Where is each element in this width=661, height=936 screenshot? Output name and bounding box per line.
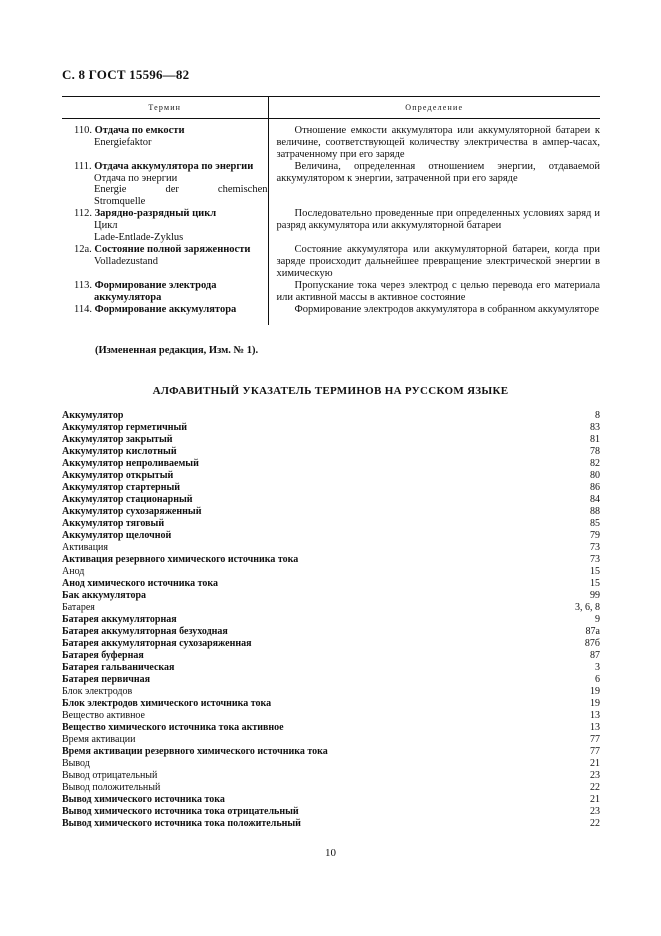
index-ref: 19 [590,686,600,697]
index-entry [62,782,600,794]
index-ref: 3 [595,662,600,673]
column-header-term: Термин [62,97,268,119]
term-name: Формирование аккумулятора [94,303,237,315]
term-cell [62,304,268,326]
term-number: 110. [74,124,92,136]
index-ref: 22 [590,818,600,829]
index-entry [62,686,600,698]
index-entry [62,410,600,422]
index-term: Вывод отрицательный [62,770,158,781]
index-ref: 99 [590,590,600,601]
term-number: 114. [74,303,92,315]
term-name: Состояние полной заряженности [94,243,251,255]
index-ref: 84 [590,494,600,505]
index-entry [62,458,600,470]
index-term: Бак аккумулятора [62,590,147,601]
index-ref: 82 [590,458,600,469]
table-row [62,118,600,160]
index-ref: 81 [590,434,600,445]
terms-table [62,96,600,325]
index-term: Аккумулятор стационарный [62,494,193,505]
index-ref: 19 [590,698,600,709]
index-ref: 73 [590,554,600,565]
term-synonym: Отдача по энергии [94,172,178,184]
index-ref: 87 [590,650,600,661]
index-term: Аккумулятор закрытый [62,434,173,445]
index-term: Вывод химического источника тока положительный [62,818,301,829]
term-name: Отдача по емкости [94,124,185,136]
index-term: Аккумулятор непроливаемый [62,458,199,469]
index-term: Батарея аккумуляторная [62,614,177,625]
index-entry [62,542,600,554]
index-term: Вывод положительный [62,782,161,793]
term-number: 113. [74,279,92,291]
index-term: Батарея первичная [62,674,151,685]
table-row [62,304,600,326]
index-term: Аккумулятор [62,410,124,421]
definition-cell: Последовательно проведенные при определенных условиях заряд и разряд аккумулятора или аккумуляторной батареи [268,208,600,244]
index-entry [62,638,600,650]
table-row [62,208,600,244]
index-ref: 78 [590,446,600,457]
index-ref: 23 [590,770,600,781]
term-cell [62,208,268,244]
term-synonym: Stromquelle [94,196,146,208]
index-term: Анод химического источника тока [62,578,219,589]
table-row [62,280,600,304]
index-ref: 85 [590,518,600,529]
index-ref: 73 [590,542,600,553]
index-term: Батарея аккумуляторная безуходная [62,626,228,637]
index-ref: 23 [590,806,600,817]
edition-note: (Измененная редакция, Изм. № 1). [95,345,259,356]
term-synonym: Energiefaktor [94,136,152,148]
definition-cell: Величина, определенная отношением энергии, отдаваемой аккумулятором к энергии, затраченной при его заряде [268,161,600,209]
index-term: Аккумулятор тяговый [62,518,165,529]
index-term: Аккумулятор открытый [62,470,174,481]
page-header: С. 8 ГОСТ 15596—82 [62,67,190,82]
index-term: Аккумулятор герметичный [62,422,188,433]
index-term: Аккумулятор сухозаряженный [62,506,202,517]
index-term: Батарея буферная [62,650,144,661]
term-synonym: Volladezustand [94,255,158,267]
index-entry [62,566,600,578]
index-ref: 77 [590,746,600,757]
definition-cell: Пропускание тока через электрод с целью перевода его материала или активной массы в активное состояние [268,280,600,304]
index-ref: 8 [595,410,600,421]
index-term: Блок электродов [62,686,133,697]
term-cell [62,244,268,280]
index-ref: 87а [585,626,600,637]
index-entry [62,518,600,530]
term-name: Отдача аккумулятора по энергии [94,160,254,172]
index-entry [62,590,600,602]
term-cell [62,161,268,209]
index-ref: 77 [590,734,600,745]
term-cell [62,118,268,160]
term-synonym: Lade-Entlade-Zyklus [94,232,184,244]
page-number: 10 [325,847,336,859]
term-synonym: Energie der chemischen [94,184,268,196]
column-header-definition: Определение [268,97,600,119]
index-entry [62,734,600,746]
definition-cell: Формирование электродов аккумулятора в собранном аккумуляторе [268,304,600,326]
index-ref: 88 [590,506,600,517]
index-entry [62,770,600,782]
index-term: Время активации резервного химического источника тока [62,746,328,757]
index-ref: 83 [590,422,600,433]
index-ref: 6 [595,674,600,685]
table-row [62,244,600,280]
index-entry [62,602,600,614]
index-entry [62,626,600,638]
index-term: Время активации [62,734,136,745]
index-entry [62,578,600,590]
index-ref: 3, 6, 8 [575,602,600,613]
index-entry [62,446,600,458]
index-ref: 13 [590,710,600,721]
index-entry [62,482,600,494]
index-entry [62,494,600,506]
index-ref: 9 [595,614,600,625]
index-entry [62,422,600,434]
index-term: Активация [62,542,109,553]
index-entry [62,470,600,482]
definition-cell: Состояние аккумулятора или аккумуляторной батареи, когда при заряде происходит дальнейшее превращение электрической энергии в химическую [268,244,600,280]
index-term: Аккумулятор кислотный [62,446,177,457]
index-term: Вещество химического источника тока активное [62,722,284,733]
table-header-row [62,97,600,119]
term-name: Зарядно-разрядный цикл [94,208,217,220]
index-entry [62,614,600,626]
index-entry [62,758,600,770]
index-ref: 15 [590,578,600,589]
index-ref: 21 [590,758,600,769]
index-term: Батарея гальваническая [62,662,175,673]
index-entry [62,434,600,446]
index-entry [62,662,600,674]
index-ref: 86 [590,482,600,493]
index-term: Анод [62,566,85,577]
term-synonym: Цикл [94,220,118,232]
index-list [62,410,600,830]
index-entry [62,554,600,566]
term-cell [62,280,268,304]
definition-cell: Отношение емкости аккумулятора или аккумуляторной батареи к величине, соответствующей количеству электричества в ампер-часах, затраченному при его заряде [268,118,600,160]
index-term: Батарея [62,602,95,613]
index-entry [62,794,600,806]
term-number: 12а. [74,243,92,255]
index-entry [62,722,600,734]
term-name: Формирование электрода аккумулятора [94,279,217,303]
index-term: Блок электродов химического источника тока [62,698,272,709]
index-term: Активация резервного химического источника тока [62,554,299,565]
index-entry [62,650,600,662]
index-heading: АЛФАВИТНЫЙ УКАЗАТЕЛЬ ТЕРМИНОВ НА РУССКОМ ЯЗЫКЕ [152,385,509,397]
index-term: Аккумулятор щелочной [62,530,172,541]
index-entry [62,746,600,758]
index-ref: 79 [590,530,600,541]
index-ref: 13 [590,722,600,733]
index-entry [62,530,600,542]
index-entry [62,506,600,518]
index-ref: 15 [590,566,600,577]
index-term: Вещество активное [62,710,145,721]
index-ref: 22 [590,782,600,793]
term-number: 112. [74,208,92,220]
index-ref: 80 [590,470,600,481]
index-term: Вывод [62,758,90,769]
index-entry [62,710,600,722]
index-ref: 21 [590,794,600,805]
index-term: Батарея аккумуляторная сухозаряженная [62,638,252,649]
index-entry [62,806,600,818]
index-term: Вывод химического источника тока отрицательный [62,806,299,817]
term-number: 111. [74,160,92,172]
index-entry [62,818,600,830]
index-entry [62,698,600,710]
index-ref: 87б [584,638,600,649]
table-row [62,161,600,209]
index-term: Аккумулятор стартерный [62,482,181,493]
index-entry [62,674,600,686]
index-term: Вывод химического источника тока [62,794,225,805]
